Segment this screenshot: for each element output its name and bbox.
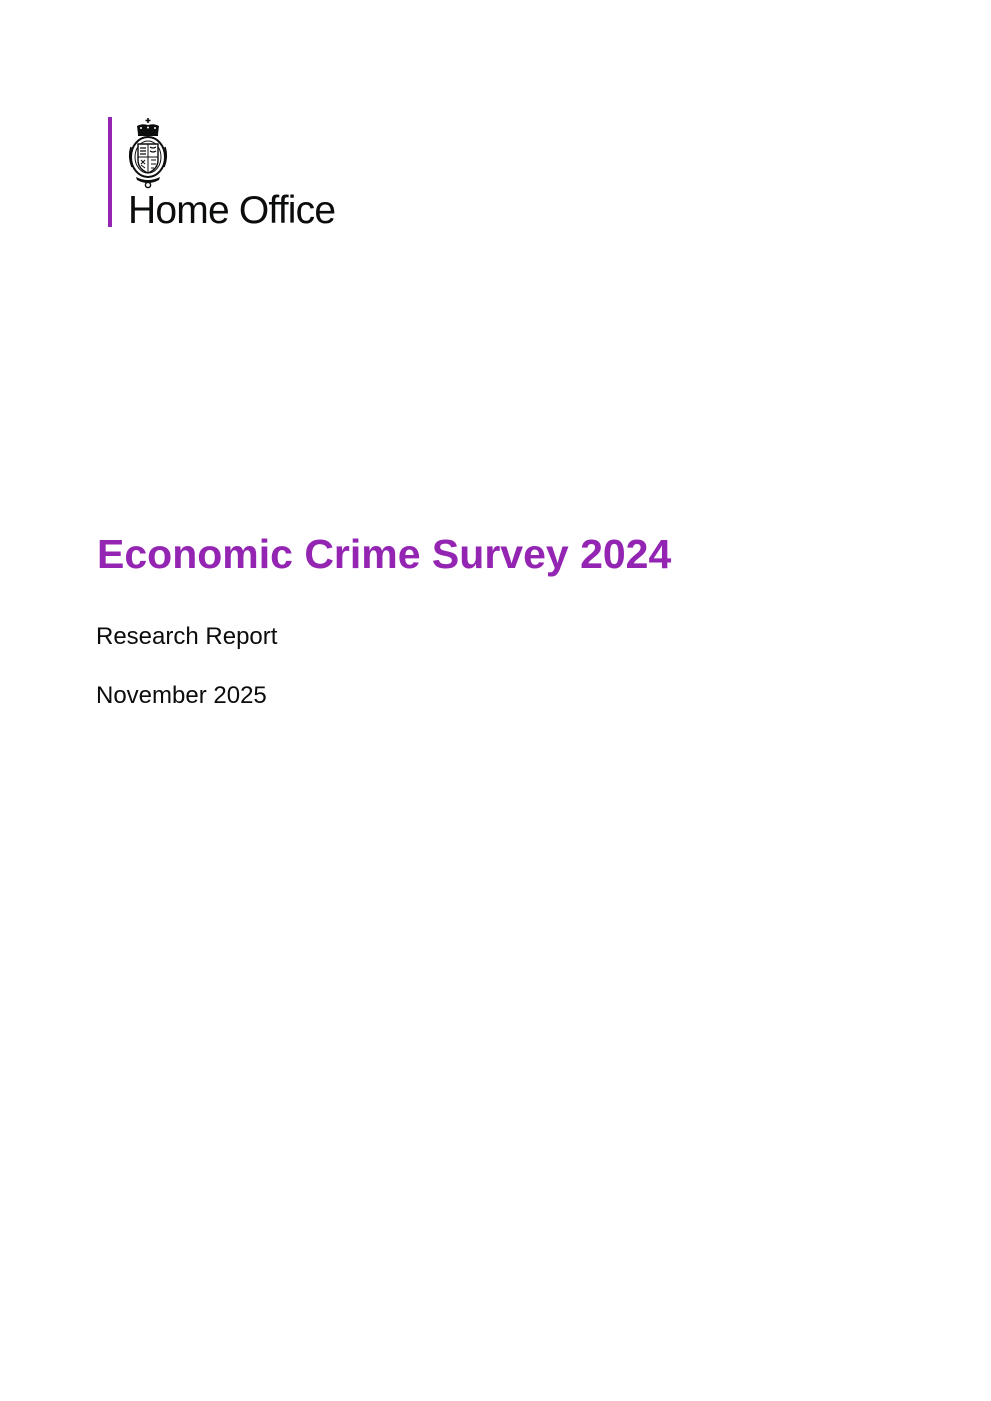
home-office-logo — [108, 117, 378, 232]
report-title: Economic Crime Survey 2024 — [97, 531, 672, 577]
royal-coat-of-arms-icon — [126, 117, 170, 189]
publication-date: November 2025 — [96, 682, 267, 709]
department-name: Home Office — [128, 189, 336, 232]
logo-accent-bar — [108, 117, 112, 227]
report-type: Research Report — [96, 623, 278, 650]
